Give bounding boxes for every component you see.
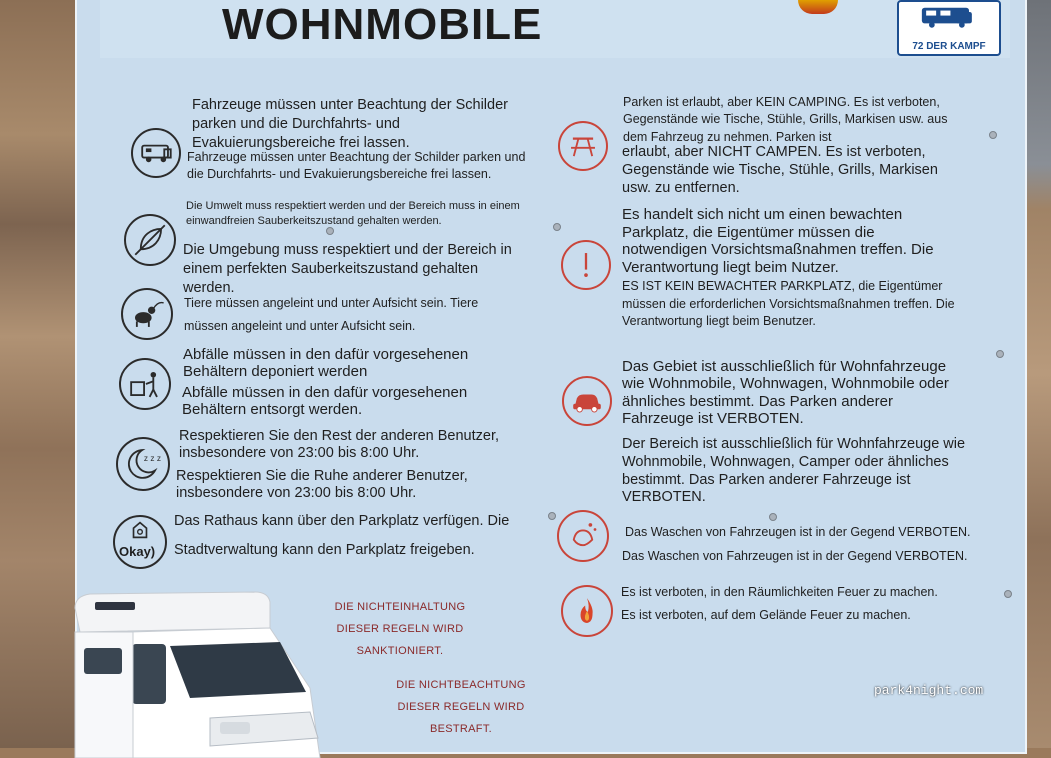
- rule-waste-primary: Abfälle müssen in den dafür vorgesehenen Behältern deponiert werden: [183, 346, 469, 381]
- sign-screw: [553, 223, 561, 231]
- sign-screw: [326, 227, 334, 235]
- moon-sleep-icon: [116, 437, 170, 491]
- rule-vehicle-types-primary: Das Gebiet ist ausschließlich für Wohnfahrzeuge wie Wohnmobile, Wohnwagen, Wohnmobile oder ähnliches bestimmt. Das Parken anderer Fahrzeuge ist VERBOTEN.: [622, 358, 949, 428]
- trash-bin-icon: [119, 358, 171, 410]
- badge-caption: 72 DER KAMPF: [912, 41, 986, 52]
- camper-van-icon: [131, 128, 181, 178]
- sign-screw: [996, 350, 1004, 358]
- camper-badge: [897, 0, 1001, 56]
- rule-fire-secondary: Es ist verboten, auf dem Gelände Feuer zu machen.: [621, 608, 911, 622]
- sign-screw: [769, 513, 777, 521]
- okay-townhall-icon: [113, 515, 167, 569]
- sign-screw: [989, 131, 997, 139]
- fire-icon: [561, 585, 613, 637]
- okay-label: Okay): [119, 544, 156, 559]
- dog-leash-icon: [121, 288, 173, 340]
- rule-townhall-primary: Das Rathaus kann über den Parkplatz verfügen. Die: [174, 513, 510, 529]
- penalty-warning-1: DIE NICHTEINHALTUNG DIESER REGELN WIRD SANKTIONIERT.: [334, 601, 466, 657]
- svg-text:z z z: z z z: [143, 453, 162, 464]
- picnic-table-icon: [558, 121, 608, 171]
- rule-fire-primary: Es ist verboten, in den Räumlichkeiten Feuer zu machen.: [621, 585, 938, 599]
- rule-environment-secondary: Die Umgebung muss respektiert und der Bereich in einem perfekten Sauberkeitszustand gehalten werden.: [183, 242, 512, 297]
- warning-exclamation-icon: [561, 240, 611, 290]
- rule-townhall-secondary: Stadtverwaltung kann den Parkplatz freigeben.: [174, 542, 475, 558]
- penalty-warning-2: DIE NICHTBEACHTUNG DIESER REGELN WIRD BESTRAFT.: [396, 679, 526, 735]
- car-icon: [562, 376, 612, 426]
- camper-van-illustration: [70, 588, 340, 758]
- sign-screw: [548, 512, 556, 520]
- sign-screw: [1004, 590, 1012, 598]
- rule-washing-primary: Das Waschen von Fahrzeugen ist in der Gegend VERBOTEN.: [625, 525, 971, 539]
- rule-rest-primary: Respektieren Sie den Rest der anderen Benutzer, insbesondere von 23:00 bis 8:00 Uhr.: [179, 428, 500, 461]
- sign-title: WOHNMOBILE: [222, 0, 543, 49]
- rule-camping-primary: Parken ist erlaubt, aber KEIN CAMPING. Es ist verboten, Gegenstände wie Tische, Stühle, Grills, Markisen usw. aus dem Fahrzeug zu nehmen. Parken ist: [623, 95, 948, 144]
- rule-animals: Tiere müssen angeleint und unter Aufsicht sein. Tiere müssen angeleint und unter Aufsicht sein.: [184, 296, 479, 334]
- camper-logo-icon: [899, 2, 999, 42]
- rule-vehicles-secondary: Fahrzeuge müssen unter Beachtung der Schilder parken und die Durchfahrts- und Evakuierungsbereiche frei lassen.: [187, 150, 526, 181]
- no-washing-icon: [557, 510, 609, 562]
- rule-waste-secondary: Abfälle müssen in den dafür vorgesehenen Behältern entsorgt werden.: [182, 384, 468, 419]
- rule-unguarded-secondary: ES IST KEIN BEWACHTER PARKPLATZ, die Eigentümer müssen die erforderlichen Vorsichtsmaßnahmen treffen. Die Verantwortung liegt beim Benutzer.: [622, 279, 955, 328]
- rule-vehicle-types-secondary: Der Bereich ist ausschließlich für Wohnfahrzeuge wie Wohnmobile, Wohnwagen, Camper oder ähnliches bestimmt. Das Parken anderer Fahrzeuge ist VERBOTEN.: [622, 436, 966, 506]
- rule-environment-primary: Die Umwelt muss respektiert werden und der Bereich muss in einem einwandfreien Sauberkeitszustand gehalten werden.: [186, 200, 520, 227]
- rule-vehicles-primary: Fahrzeuge müssen unter Beachtung der Schilder parken und die Durchfahrts- und Evakuierungsbereiche frei lassen.: [192, 97, 508, 152]
- rule-camping-secondary: erlaubt, aber NICHT CAMPEN. Es ist verboten, Gegenstände wie Tische, Stühle, Grills, Markisen usw. zu entfernen.: [622, 144, 938, 196]
- watermark: park4night.com: [874, 683, 984, 698]
- rule-rest-secondary: Respektieren Sie die Ruhe anderer Benutzer, insbesondere von 23:00 bis 8:00 Uhr.: [176, 468, 468, 501]
- no-leaf-icon: [124, 214, 176, 266]
- rule-unguarded-primary: Es handelt sich nicht um einen bewachten Parkplatz, die Eigentümer müssen die notwendigen Vorsichtsmaßnahmen treffen. Die Verantwortung liegt beim Nutzer.: [622, 206, 934, 277]
- rule-washing-secondary: Das Waschen von Fahrzeugen ist in der Gegend VERBOTEN.: [622, 549, 968, 563]
